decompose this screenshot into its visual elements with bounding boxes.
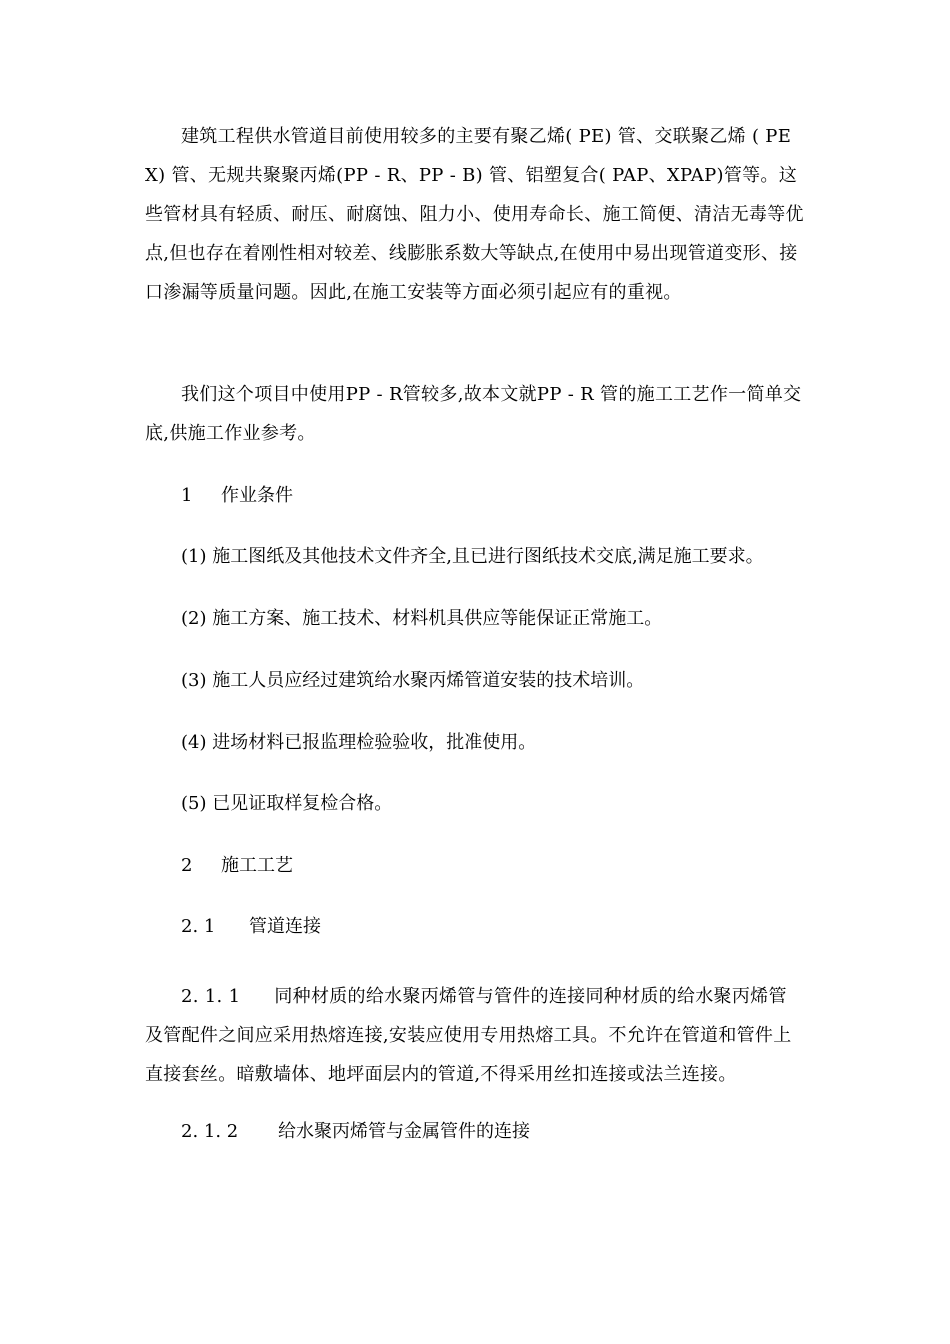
section-1-title: 作业条件 — [221, 485, 293, 506]
section-2-title: 施工工艺 — [221, 855, 293, 876]
scope-paragraph: 我们这个项目中使用PP - R管较多,故本文就PP - R 管的施工工艺作一简单交底,供施工作业参考。 — [145, 384, 802, 444]
section-1-number: 1 — [181, 485, 193, 506]
condition-item-5: (5) 已见证取样复检合格。 — [181, 793, 393, 814]
subsection-2-1-title: 管道连接 — [249, 916, 321, 937]
subsection-2-1-1-number: 2. 1. 1 — [181, 986, 241, 1007]
condition-item-2: (2) 施工方案、施工技术、材料机具供应等能保证正常施工。 — [181, 608, 663, 629]
subsection-2-1-number: 2. 1 — [181, 916, 216, 937]
intro-paragraph: 建筑工程供水管道目前使用较多的主要有聚乙烯( PE) 管、交联聚乙烯 ( PEX) 管、无规共聚聚丙烯(PP - R、PP - B) 管、铝塑复合( PAP、XPAP)管等。这些管材具有轻质、耐压、耐腐蚀、阻力小、使用寿命长、施工简便、清洁无毒等优点,但也存在着刚性相对较差、线膨胀系数大等缺点,在使用中易出现管道变形、接口渗漏等质量问题。因此,在施工安装等方面必须引起应有的重视。 — [145, 126, 804, 303]
section-2-number: 2 — [181, 855, 193, 876]
condition-item-1: (1) 施工图纸及其他技术文件齐全,且已进行图纸技术交底,满足施工要求。 — [181, 546, 764, 567]
subsection-2-1-2-title: 给水聚丙烯管与金属管件的连接 — [278, 1121, 530, 1142]
condition-item-3: (3) 施工人员应经过建筑给水聚丙烯管道安装的技术培训。 — [181, 670, 645, 691]
subsection-2-1-1 — [145, 977, 805, 1094]
subsection-2-1-2-number: 2. 1. 2 — [181, 1121, 239, 1142]
condition-item-4: (4) 进场材料已报监理检验验收，批准使用。 — [181, 732, 537, 753]
subsection-2-1-1-text: 同种材质的给水聚丙烯管与管件的连接同种材质的给水聚丙烯管及管配件之间应采用热熔连接,安装应使用专用热熔工具。不允许在管道和管件上直接套丝。暗敷墙体、地坪面层内的管道,不得采用丝扣连接或法兰连接。 — [145, 986, 792, 1085]
